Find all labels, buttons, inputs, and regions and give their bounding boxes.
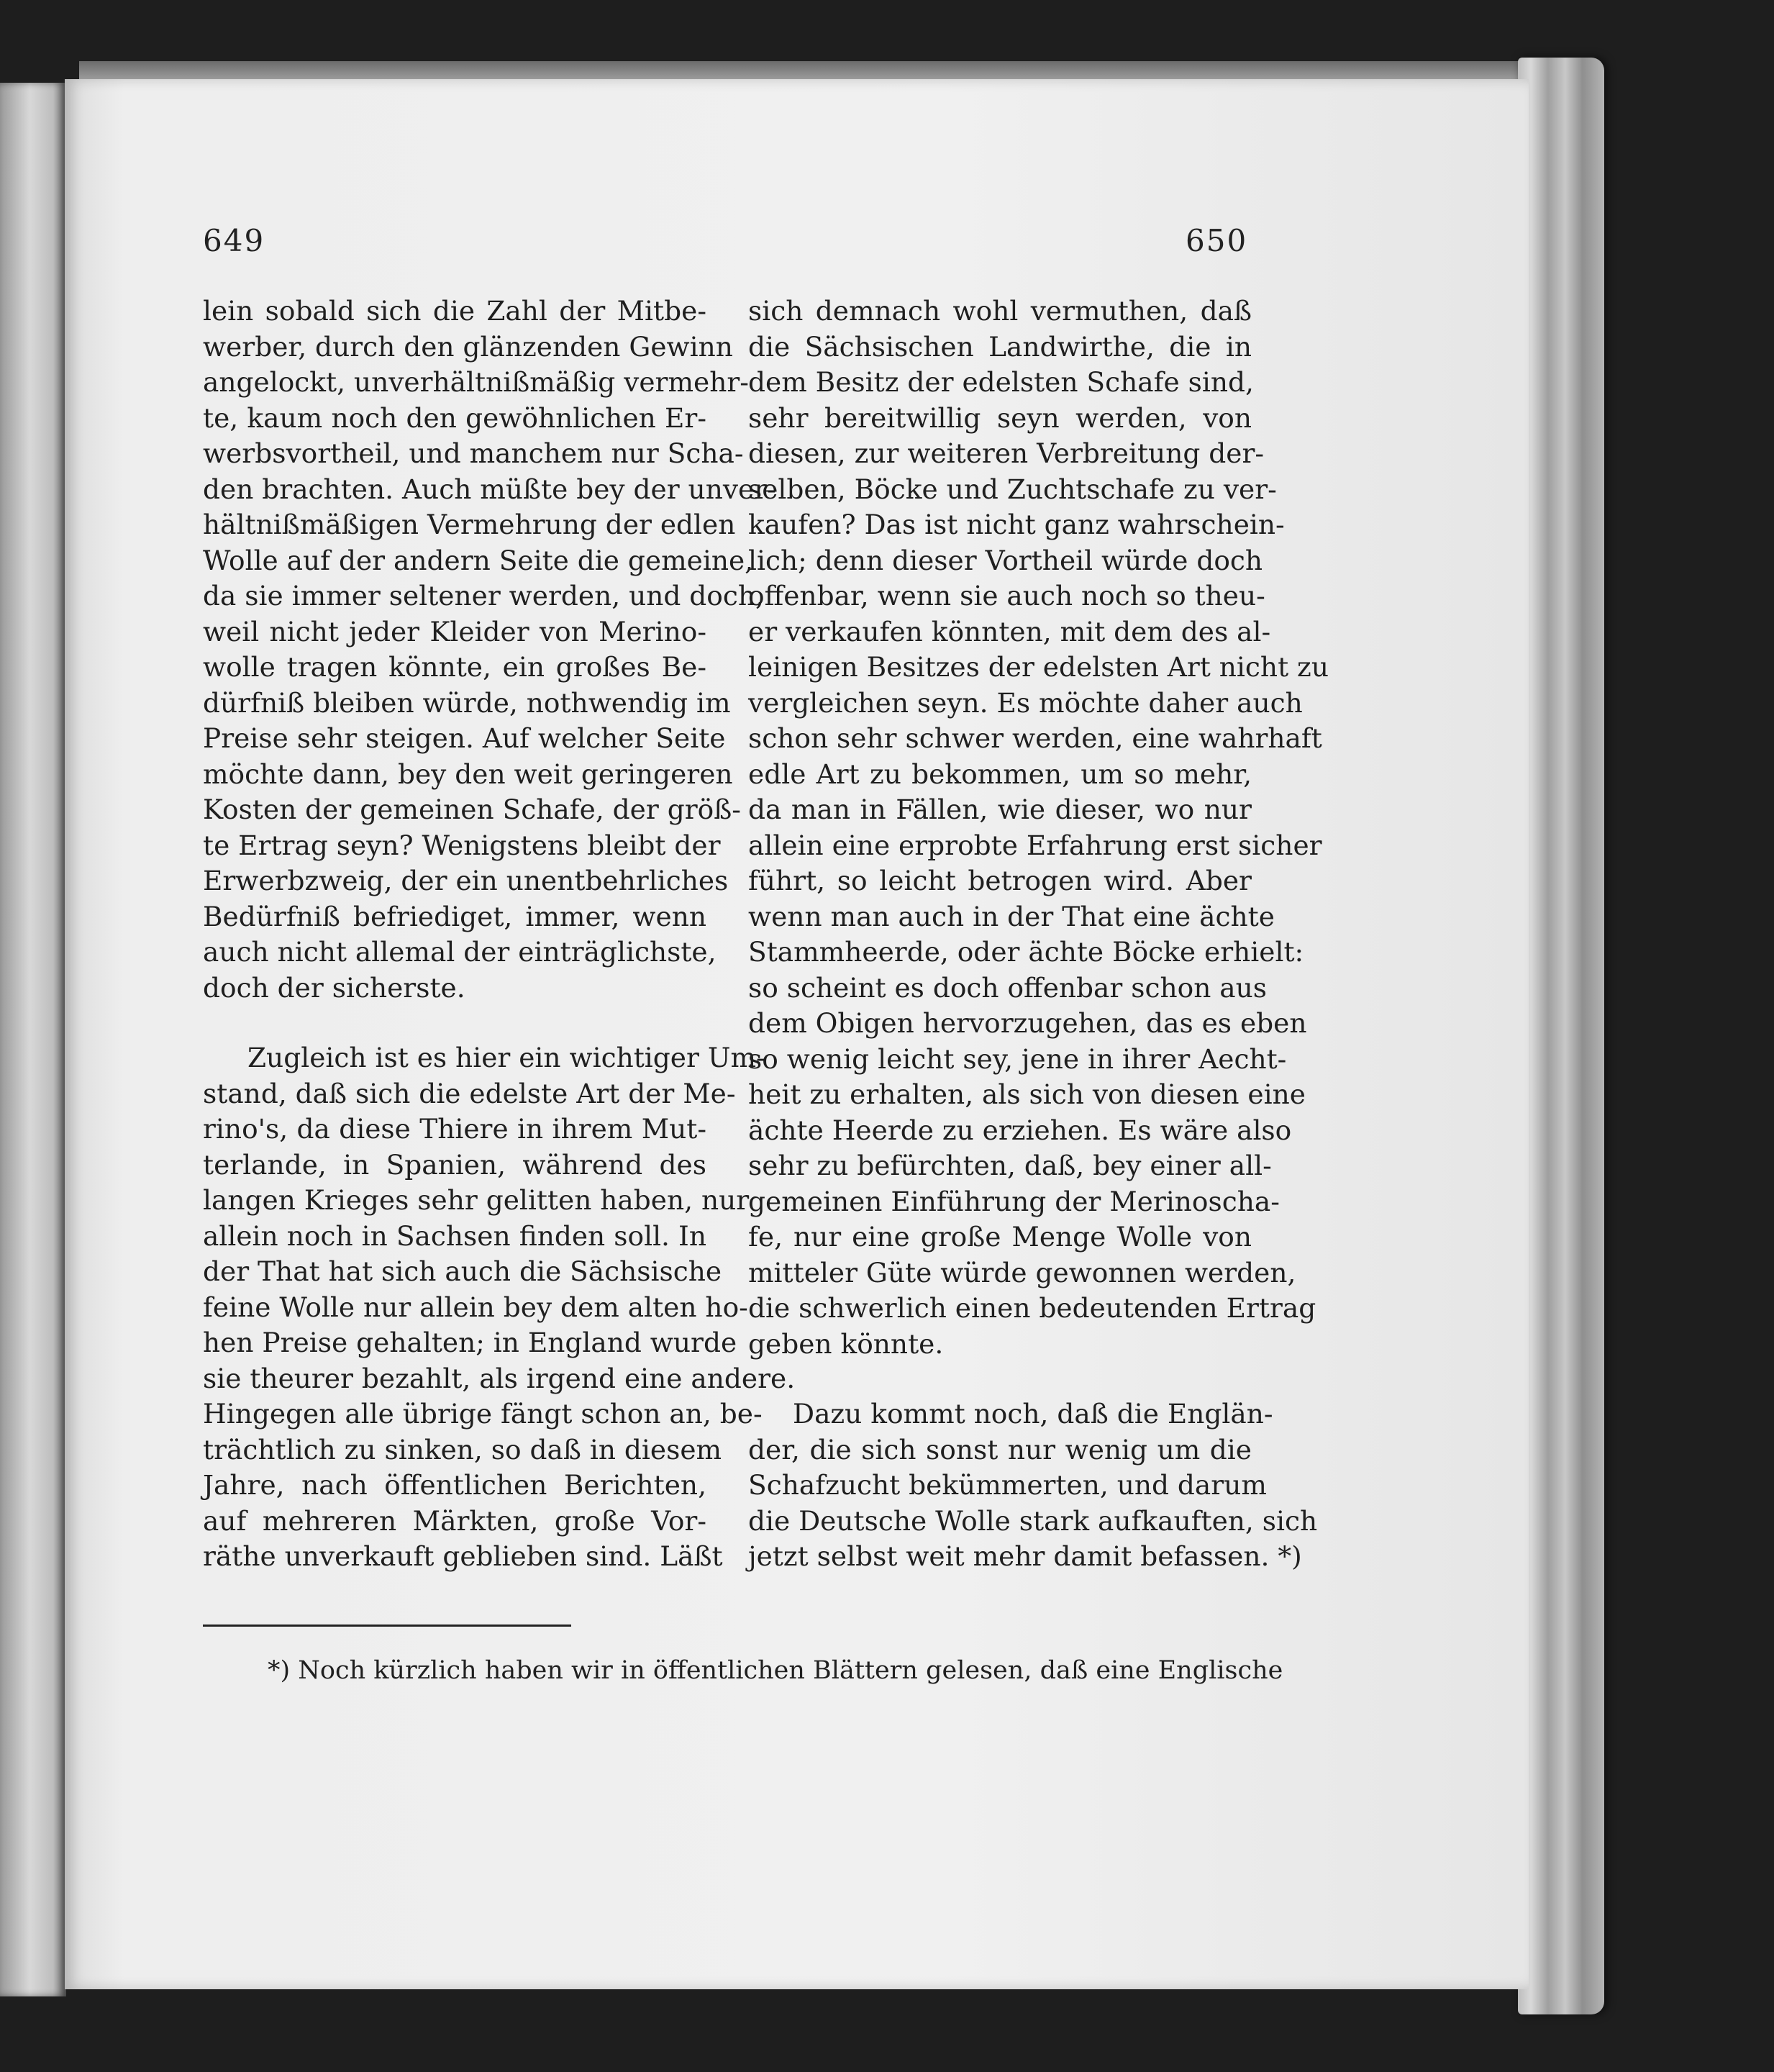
text-line: terlande, in Spanien, während des bbox=[203, 1148, 706, 1181]
text-line: räthe unverkauft geblieben sind. Läßt bbox=[203, 1540, 723, 1572]
text-line: sich demnach wohl vermuthen, daß bbox=[748, 295, 1252, 327]
text-line: hen Preise gehalten; in England wurde bbox=[203, 1327, 737, 1358]
text-line: te, kaum noch den gewöhnlichen Er- bbox=[203, 401, 706, 434]
text-column-right bbox=[748, 294, 1329, 1575]
text-line: so wenig leicht sey, jene in ihrer Aecht- bbox=[748, 1042, 1287, 1075]
text-line: lein sobald sich die Zahl der Mitbe- bbox=[203, 295, 706, 327]
text-line: stand, daß sich die edelste Art der Me- bbox=[203, 1077, 736, 1109]
text-line: dürfniß bleiben würde, nothwendig im bbox=[203, 686, 731, 719]
text-line: die Sächsischen Landwirthe, die in bbox=[748, 330, 1252, 363]
text-line: ächte Heerde zu erziehen. Es wäre also bbox=[748, 1114, 1292, 1146]
text-line: jetzt selbst weit mehr damit befassen. *) bbox=[748, 1540, 1302, 1572]
text-line: Zugleich ist es hier ein wichtiger Um- bbox=[247, 1042, 765, 1073]
page-number-right: 650 bbox=[1186, 223, 1248, 258]
text-line: wolle tragen könnte, ein großes Be- bbox=[203, 651, 706, 683]
text-line: feine Wolle nur allein bey dem alten ho- bbox=[203, 1291, 748, 1323]
paragraph-gap bbox=[748, 1362, 1252, 1396]
text-line: allein noch in Sachsen finden soll. In bbox=[203, 1219, 706, 1252]
text-line: doch der sicherste. bbox=[203, 971, 465, 1004]
text-line: der, die sich sonst nur wenig um die bbox=[748, 1433, 1252, 1466]
text-line: werber, durch den glänzenden Gewinn bbox=[203, 330, 733, 363]
text-line: sie theurer bezahlt, als irgend eine andere. bbox=[203, 1362, 796, 1394]
text-line: da sie immer seltener werden, und doch, bbox=[203, 580, 764, 612]
text-line: Jahre, nach öffentlichen Berichten, bbox=[203, 1469, 706, 1501]
text-line: auch nicht allemal der einträglichste, bbox=[203, 936, 717, 968]
text-line: schon sehr schwer werden, eine wahrhaft bbox=[748, 722, 1322, 754]
text-line: rino's, da diese Thiere in ihrem Mut- bbox=[203, 1113, 706, 1145]
text-line: die schwerlich einen bedeutenden Ertrag bbox=[748, 1292, 1316, 1324]
text-line: offenbar, wenn sie auch noch so theu- bbox=[748, 580, 1265, 612]
facing-page-edge bbox=[0, 83, 66, 1996]
text-line: diesen, zur weiteren Verbreitung der- bbox=[748, 437, 1265, 469]
text-line: dem Obigen hervorzugehen, das es eben bbox=[748, 1007, 1307, 1039]
text-line: dem Besitz der edelsten Schafe sind, bbox=[748, 366, 1254, 398]
text-line: auf mehreren Märkten, große Vor- bbox=[203, 1504, 706, 1537]
text-line: Dazu kommt noch, daß die Englän- bbox=[793, 1398, 1273, 1430]
text-line: werbsvortheil, und manchem nur Scha- bbox=[203, 437, 744, 469]
text-line: so scheint es doch offenbar schon aus bbox=[748, 971, 1268, 1004]
text-line: kaufen? Das ist nicht ganz wahrschein- bbox=[748, 509, 1285, 540]
text-line: mitteler Güte würde gewonnen werden, bbox=[748, 1256, 1296, 1289]
text-line: den brachten. Auch müßte bey der unver- bbox=[203, 473, 776, 505]
text-line: da man in Fällen, wie dieser, wo nur bbox=[748, 794, 1252, 825]
text-line: er verkaufen könnten, mit dem des al- bbox=[748, 615, 1271, 648]
text-line: Bedürfniß befriediget, immer, wenn bbox=[203, 900, 706, 932]
text-line: trächtlich zu sinken, so daß in diesem bbox=[203, 1433, 722, 1466]
text-line: die Deutsche Wolle stark aufkauften, sich bbox=[748, 1504, 1318, 1537]
text-line: sehr zu befürchten, daß, bey einer all- bbox=[748, 1150, 1272, 1181]
footnote: *) Noch kürzlich haben wir in öffentlichen Blättern gelesen, daß eine Englische bbox=[268, 1656, 1283, 1685]
text-line: Preise sehr steigen. Auf welcher Seite bbox=[203, 722, 726, 754]
text-line: angelockt, unverhältnißmäßig vermehr- bbox=[203, 366, 749, 398]
text-line: fe, nur eine große Menge Wolle von bbox=[748, 1221, 1252, 1253]
text-line: vergleichen seyn. Es möchte daher auch bbox=[748, 686, 1303, 719]
text-line: hältnißmäßigen Vermehrung der edlen bbox=[203, 509, 736, 540]
text-line: Hingegen alle übrige fängt schon an, be- bbox=[203, 1398, 763, 1430]
book-page-block-edge bbox=[1518, 58, 1604, 2014]
text-line: Wolle auf der andern Seite die gemeine, bbox=[203, 544, 754, 576]
text-line: weil nicht jeder Kleider von Merino- bbox=[203, 615, 706, 648]
text-line: langen Krieges sehr gelitten haben, nur bbox=[203, 1184, 750, 1216]
text-line: leinigen Besitzes der edelsten Art nicht zu bbox=[748, 651, 1329, 683]
text-column-left bbox=[203, 294, 796, 1575]
text-line: allein eine erprobte Erfahrung erst sicher bbox=[748, 829, 1322, 861]
text-line: Kosten der gemeinen Schafe, der größ- bbox=[203, 794, 741, 825]
text-line: führt, so leicht betrogen wird. Aber bbox=[748, 865, 1252, 896]
text-line: edle Art zu bekommen, um so mehr, bbox=[748, 758, 1252, 790]
text-line: möchte dann, bey den weit geringeren bbox=[203, 758, 733, 790]
text-line: der That hat sich auch die Sächsische bbox=[203, 1255, 722, 1287]
text-line: Stammheerde, oder ächte Böcke erhielt: bbox=[748, 936, 1304, 968]
text-line: selben, Böcke und Zuchtschafe zu ver- bbox=[748, 473, 1277, 505]
text-line: lich; denn dieser Vortheil würde doch bbox=[748, 544, 1263, 576]
footnote-rule bbox=[203, 1625, 571, 1627]
paragraph-gap bbox=[203, 1006, 706, 1040]
text-line: geben könnte. bbox=[748, 1327, 944, 1360]
text-line: te Ertrag seyn? Wenigstens bleibt der bbox=[203, 829, 721, 861]
page-number-left: 649 bbox=[203, 223, 265, 258]
text-line: Schafzucht bekümmerten, und darum bbox=[748, 1469, 1267, 1501]
text-line: Erwerbzweig, der ein unentbehrliches bbox=[203, 865, 729, 896]
text-line: sehr bereitwillig seyn werden, von bbox=[748, 401, 1252, 434]
text-line: wenn man auch in der That eine ächte bbox=[748, 900, 1275, 932]
text-line: heit zu erhalten, als sich von diesen eine bbox=[748, 1078, 1306, 1110]
text-line: gemeinen Einführung der Merinoscha- bbox=[748, 1185, 1280, 1217]
